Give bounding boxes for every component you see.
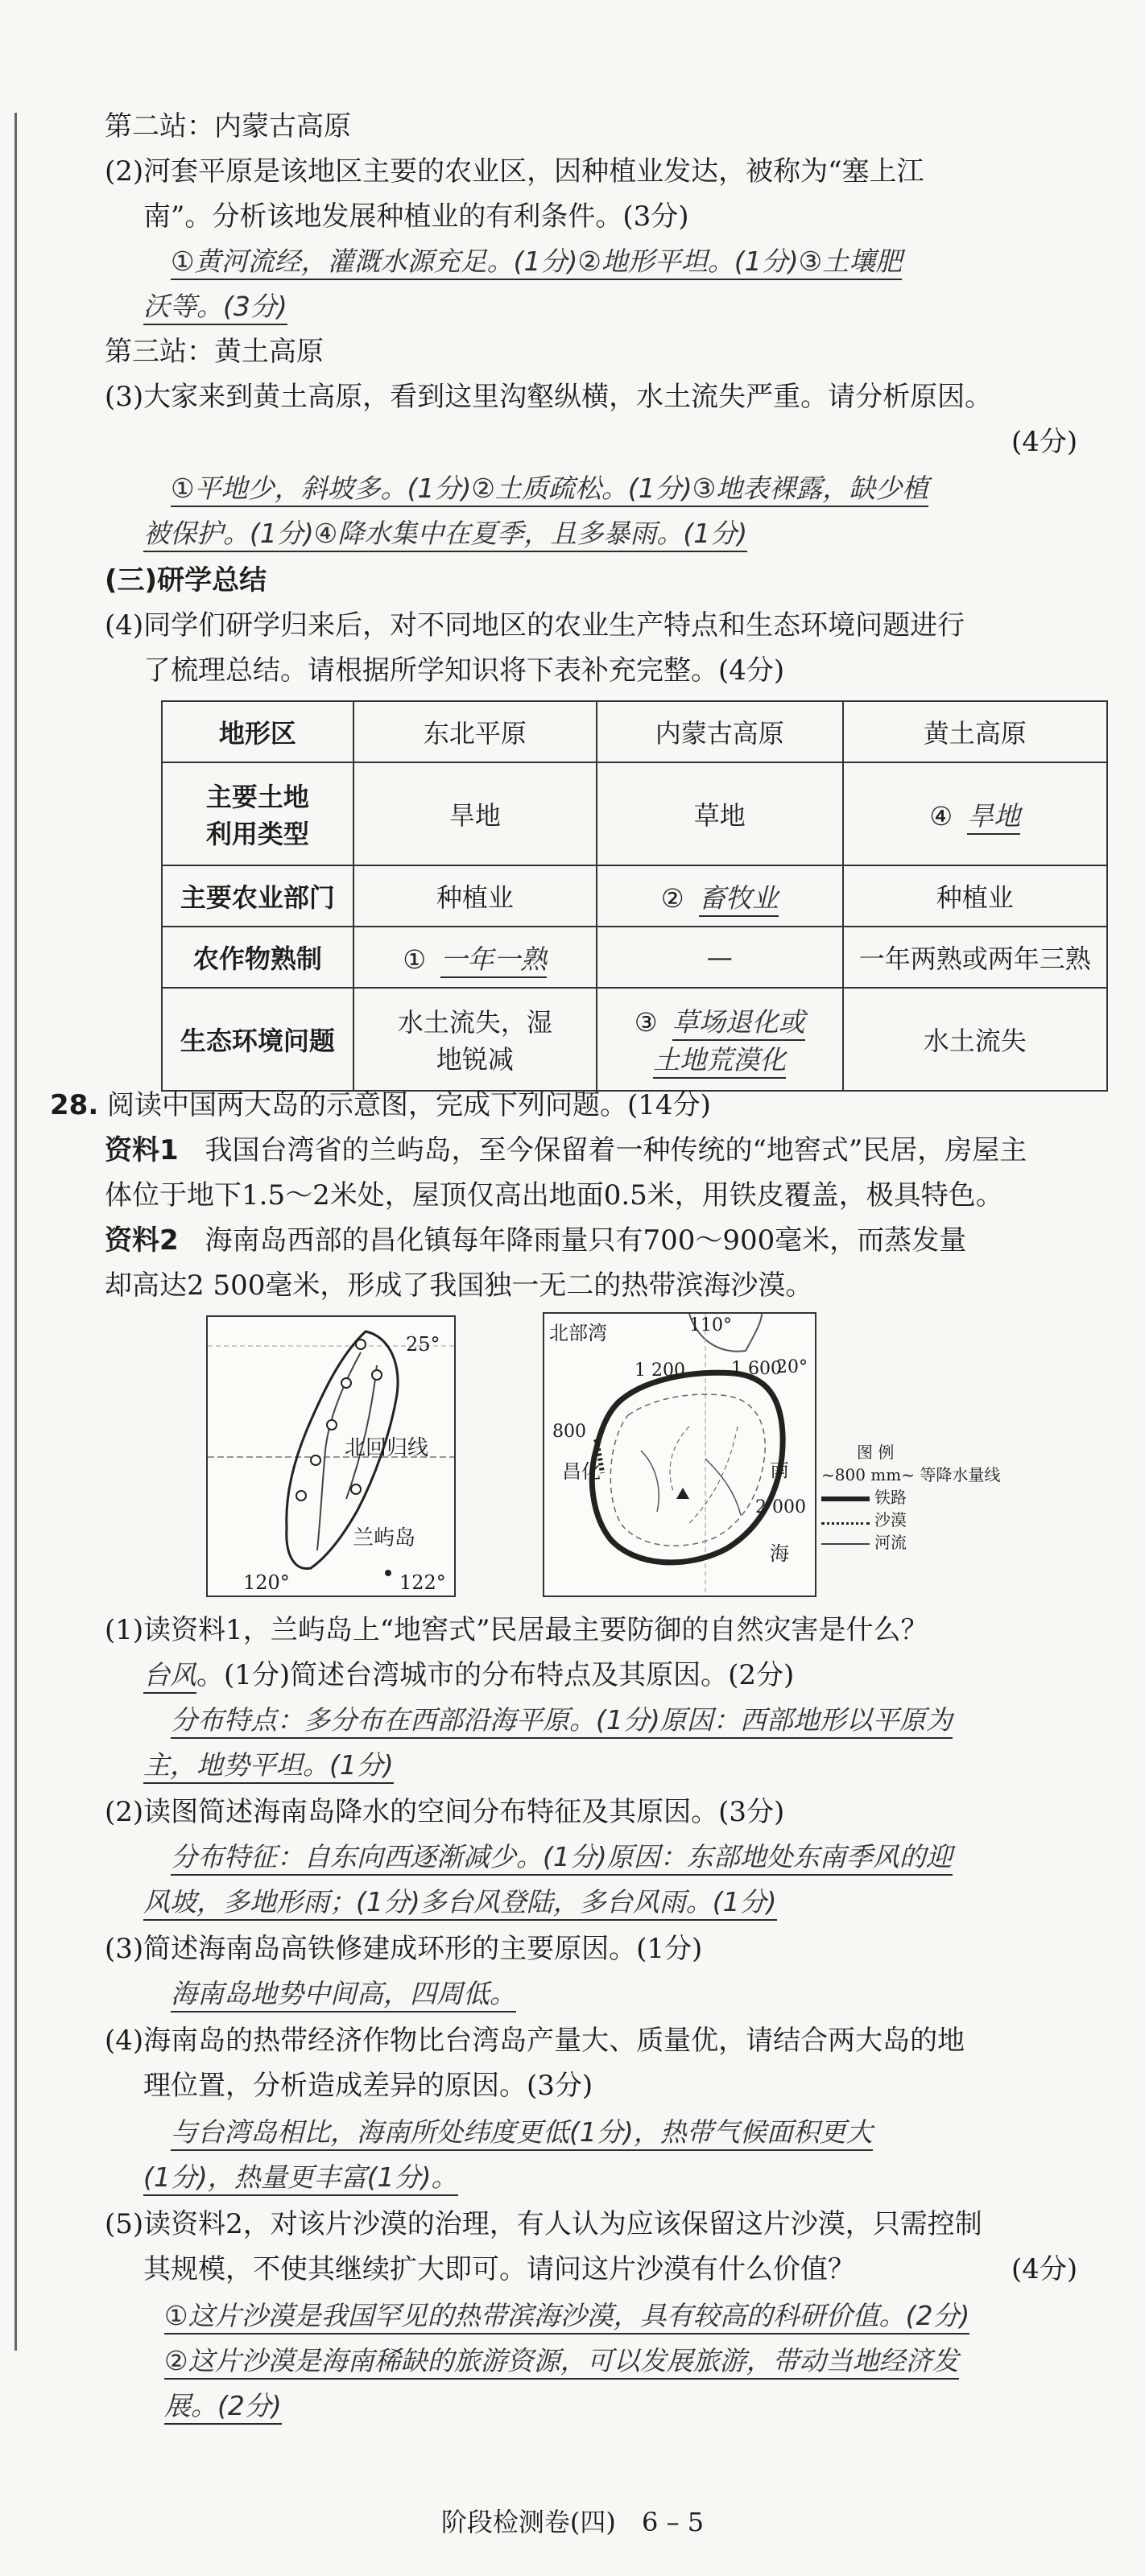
sub1-answer-typhoon: 台风 (143, 1659, 196, 1694)
page-number: 6 – 5 (642, 2507, 705, 2537)
table-header-cell: 东北平原 (353, 701, 597, 762)
q3-score: (4分) (1011, 426, 1078, 458)
lat25-label: 25° (406, 1333, 440, 1356)
gulf-label: 北部湾 (549, 1322, 607, 1344)
lanyu-island-dot (385, 1570, 391, 1576)
blank-number: ④ (929, 800, 953, 832)
city-marker (356, 1340, 366, 1349)
isohyet-1200-label: 1 200 (635, 1360, 685, 1381)
station3-title: 第三站：黄土高原 (105, 336, 324, 368)
blank-number: ② (660, 882, 684, 914)
legend-river: 河流 (874, 1533, 907, 1552)
row4-c1-b: 地锐减 (436, 1044, 514, 1075)
table-header-cell: 黄土高原 (843, 701, 1107, 762)
a3-line1: ①平地少，斜坡多。(1分)②土质疏松。(1分)③地表裸露，缺少植 (171, 473, 928, 507)
material1-label: 资料1 (105, 1134, 179, 1166)
sub4-a-line2: (1分)，热量更丰富(1分)。 (143, 2161, 458, 2196)
isohyet-1600-label: 1 600 (731, 1359, 782, 1379)
table-row (162, 927, 1107, 988)
hainan-map (543, 1312, 816, 1597)
answer-blank: 旱地 (967, 800, 1020, 835)
table-row-label (162, 762, 353, 865)
table-cell: 草地 (597, 762, 843, 865)
sub3-q-line1: (3)简述海南岛高铁修建成环形的主要原因。(1分) (105, 1933, 703, 1965)
tropic-label: 北回归线 (345, 1436, 429, 1460)
question-title: 阅读中国两大岛的示意图，完成下列问题。(14分) (107, 1089, 711, 1121)
a2-line1: ①黄河流经，灌溉水源充足。(1分)②地形平坦。(1分)③土壤肥 (171, 246, 902, 280)
legend-rail: 铁路 (874, 1488, 907, 1507)
blank-number: ① (403, 943, 427, 975)
material1-line2: 体位于地下1.5～2米处，屋顶仅高出地面0.5米，用铁皮覆盖，极具特色。 (105, 1179, 1003, 1212)
railway-ring (592, 1373, 783, 1563)
a3-line2: 被保护。(1分)④降水集中在夏季，且多暴雨。(1分) (143, 518, 747, 552)
city-marker (351, 1484, 361, 1494)
row1-label-a: 主要土地 (205, 782, 309, 812)
sub4-a-line1: 与台湾岛相比，海南所处纬度更低(1分)，热带气候面积更大 (171, 2116, 873, 2151)
sub1-a-line1: 分布特点：多分布在西部沿海平原。(1分)原因：西部地形以平原为 (171, 1704, 953, 1739)
sub4-q-line2: 理位置，分析造成差异的原因。(3分) (143, 2070, 593, 2102)
sea-label-hai: 海 (770, 1542, 789, 1565)
table-row (162, 865, 1107, 927)
isohyet-2000-label: 2 000 (755, 1497, 806, 1517)
q2-line1: (2)河套平原是该地区主要的农业区，因种植业发达，被称为“塞上江 (105, 155, 924, 188)
table-cell: — (597, 927, 843, 988)
city-marker (296, 1491, 306, 1501)
legend-desert: 沙漠 (874, 1510, 907, 1530)
q2-line2: 南”。分析该地发展种植业的有利条件。(3分) (143, 200, 689, 233)
legend-title: 图 例 (857, 1443, 895, 1462)
summary-title: (三)研学总结 (105, 564, 267, 597)
city-marker (341, 1378, 351, 1388)
sub5-q-line2: 其规模，不使其继续扩大即可。请问这片沙漠有什么价值？ (143, 2253, 855, 2285)
table-row-label: 生态环境问题 (162, 988, 353, 1091)
taiwan-map (206, 1315, 456, 1597)
sub5-a-line1: ①这片沙漠是我国罕见的热带滨海沙漠，具有较高的科研价值。(2分) (164, 2300, 969, 2334)
station2-title: 第二站：内蒙古高原 (105, 110, 351, 142)
isohyet-line (670, 1426, 689, 1491)
sub5-q-score: (4分) (1011, 2253, 1078, 2285)
sub1-q-line2: 。(1分)简述台湾城市的分布特点及其原因。(2分) (196, 1659, 795, 1691)
table-cell: 种植业 (843, 865, 1107, 927)
sub2-a-line1: 分布特征：自东向西逐渐减少。(1分)原因：东部地处东南季风的迎 (171, 1841, 953, 1876)
table-row (162, 988, 1107, 1091)
q3-line1: (3)大家来到黄土高原，看到这里沟壑纵横，水土流失严重。请分析原因。 (105, 381, 993, 413)
sub3-a-line1: 海南岛地势中间高，四周低。 (171, 1978, 516, 2013)
q4-line1: (4)同学们研学归来后，对不同地区的农业生产特点和生态环境问题进行 (105, 609, 965, 642)
table-cell (597, 988, 843, 1091)
question-number: 28. (50, 1089, 99, 1121)
table-header-cell: 内蒙古高原 (597, 701, 843, 762)
table-cell (597, 865, 843, 927)
summary-table (161, 700, 1108, 1092)
row4-c1-a: 水土流失，湿 (397, 1007, 552, 1038)
table-row-label: 主要农业部门 (162, 865, 353, 927)
sub1-q-line1: (1)读资料1，兰屿岛上“地窖式”民居最主要防御的自然灾害是什么？ (105, 1614, 928, 1646)
desert-symbol (821, 1517, 870, 1525)
lon120-label: 120° (243, 1571, 290, 1594)
answer-blank-a: 草场退化或 (672, 1006, 805, 1041)
isohyet-800-label: 800 (552, 1422, 586, 1442)
sub1-a-line2: 主，地势平坦。(1分) (143, 1749, 394, 1784)
footer-label: 阶段检测卷(四) (440, 2507, 616, 2537)
lon110-label: 110° (689, 1315, 732, 1335)
answer-blank-b: 土地荒漠化 (653, 1044, 786, 1079)
table-row (162, 762, 1107, 865)
isohyet-line (689, 1426, 738, 1523)
city-marker (372, 1370, 382, 1380)
row1-label-b: 利用类型 (205, 819, 309, 849)
a2-line2: 沃等。(3分) (143, 291, 287, 325)
legend-isohyet: ~800 mm~ 等降水量线 (821, 1465, 1001, 1484)
table-cell: 一年两熟或两年三熟 (843, 927, 1107, 988)
material2-label: 资料2 (105, 1224, 179, 1257)
sub4-q-line1: (4)海南岛的热带经济作物比台湾岛产量大、质量优，请结合两大岛的地 (105, 2025, 965, 2057)
answer-blank: 一年一熟 (440, 943, 547, 978)
river-symbol (821, 1543, 870, 1545)
page-footer (0, 2502, 1145, 2539)
q4-line2: 了梳理总结。请根据所学知识将下表补充完整。(4分) (143, 654, 785, 687)
peak-icon (676, 1488, 689, 1499)
table-row-label: 农作物熟制 (162, 927, 353, 988)
rail-symbol (821, 1496, 870, 1501)
answer-blank: 畜牧业 (699, 882, 779, 917)
river-line (705, 1459, 741, 1515)
table-header-row (162, 701, 1107, 762)
map-legend (821, 1441, 1031, 1554)
table-cell: 种植业 (353, 865, 597, 927)
sub5-a-line3: 展。(2分) (164, 2390, 282, 2425)
changhua-label: 昌化 (562, 1460, 601, 1483)
sub2-q-line1: (2)读图简述海南岛降水的空间分布特征及其原因。(3分) (105, 1796, 785, 1828)
material1-line1: 我国台湾省的兰屿岛，至今保留着一种传统的“地窖式”民居，房屋主 (205, 1134, 1027, 1166)
table-header-cell: 地形区 (162, 701, 353, 762)
lat20-label: 20° (776, 1357, 808, 1377)
sub5-q-line1: (5)读资料2，对该片沙漠的治理，有人认为应该保留这片沙漠，只需控制 (105, 2208, 982, 2240)
sub2-a-line2: 风坡，多地形雨；(1分)多台风登陆，多台风雨。(1分) (143, 1886, 777, 1921)
city-marker (327, 1420, 337, 1430)
table-cell (353, 988, 597, 1091)
table-cell (843, 762, 1107, 865)
river-line (641, 1451, 659, 1512)
lanyu-label: 兰屿岛 (353, 1526, 416, 1550)
blank-number: ③ (634, 1007, 658, 1038)
sub5-a-line2: ②这片沙漠是海南稀缺的旅游资源，可以发展旅游，带动当地经济发 (164, 2345, 959, 2380)
material2-line2: 却高达2 500毫米，形成了我国独一无二的热带滨海沙漠。 (105, 1269, 813, 1302)
table-cell: 旱地 (353, 762, 597, 865)
table-cell: 水土流失 (843, 988, 1107, 1091)
sea-label-nan: 南 (770, 1459, 789, 1481)
city-marker (311, 1455, 320, 1465)
table-cell (353, 927, 597, 988)
isohyet-line (610, 1394, 765, 1546)
material2-line1: 海南岛西部的昌化镇每年降雨量只有700～900毫米，而蒸发量 (205, 1224, 967, 1257)
binding-line (14, 113, 17, 2351)
lon122-label: 122° (399, 1571, 446, 1594)
